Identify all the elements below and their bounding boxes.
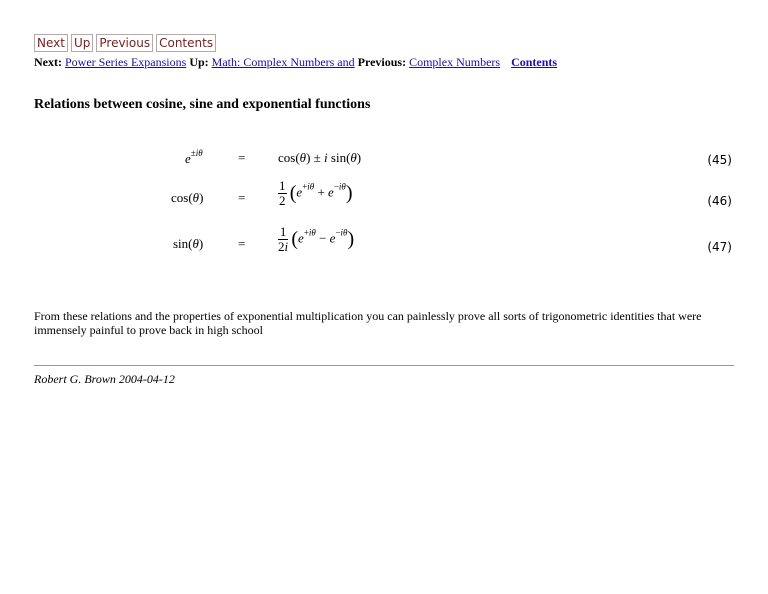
equation-47-rhs: $\frac{1}{2i}$ $(e^{+i\theta} - e^{-i\theta})$ <box>278 224 355 254</box>
equation-46-lhs: cos(θ) <box>171 190 204 205</box>
equation-47-number: (47) <box>707 240 732 254</box>
next-button[interactable]: Next <box>34 34 68 52</box>
next-link[interactable]: Power Series Expansions <box>64 55 187 69</box>
previous-link[interactable]: Complex Numbers <box>409 55 501 69</box>
section-title: Relations between cosine, sine and exponential functions <box>34 97 371 112</box>
up-link[interactable]: Math: Complex Numbers and <box>211 55 355 69</box>
equation-45-equals: = <box>238 150 246 165</box>
equation-45-rhs: cos(θ) ± i sin(θ) <box>278 150 362 165</box>
equation-46-rhs: $\frac{1}{2}$ $(e^{+i\theta} + e^{-i\theta})$ <box>279 178 353 208</box>
body-paragraph: From these relations and the properties of exponential multiplication you can painlessly prove all sorts of trigonometric identities that were immensely painful to prove back in high school <box>34 309 702 337</box>
up-button[interactable]: Up <box>71 34 93 52</box>
next-label: Next: <box>34 55 62 69</box>
equation-46-equals: = <box>238 190 246 205</box>
equation-46-number: (46) <box>707 194 732 208</box>
footer-divider <box>34 365 734 366</box>
previous-button[interactable]: Previous <box>96 34 153 52</box>
previous-label: Previous: <box>357 55 407 69</box>
up-label: Up: <box>189 55 209 69</box>
equation-45-lhs: $e^{\pm i\theta}$ <box>185 148 203 166</box>
contents-button[interactable]: Contents <box>156 34 216 52</box>
equation-47-lhs: sin(θ) <box>173 236 204 251</box>
author-signature: Robert G. Brown 2004-04-12 <box>34 372 175 386</box>
equation-47-equals: = <box>238 236 246 251</box>
contents-link[interactable]: Contents <box>511 55 558 69</box>
navigation-buttons <box>34 34 216 52</box>
equation-45-number: (45) <box>707 153 732 167</box>
navigation-links <box>34 55 557 70</box>
